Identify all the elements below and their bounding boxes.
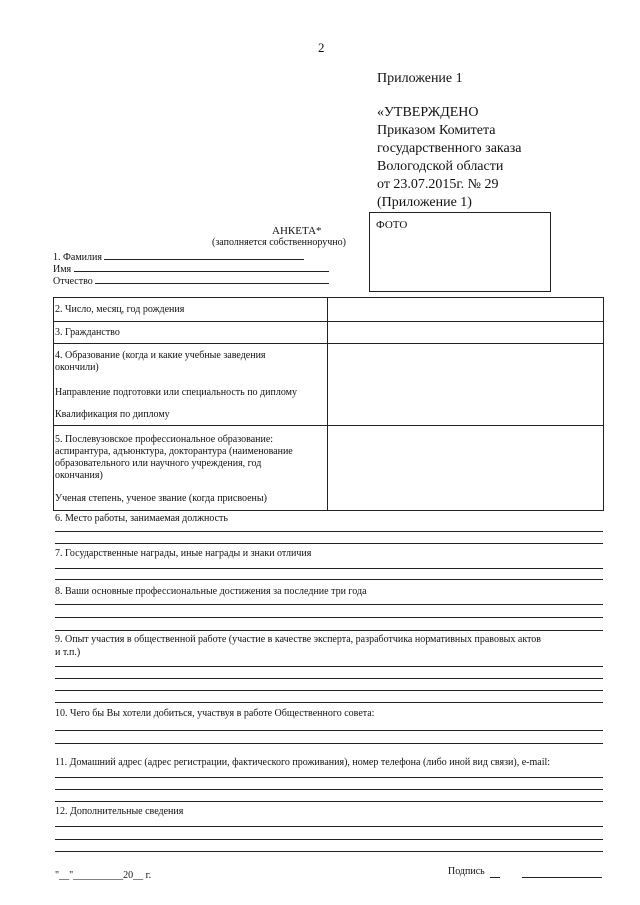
table-border-bottom: [53, 510, 604, 511]
question-10-answer-line[interactable]: [55, 730, 603, 731]
question-9-answer-line[interactable]: [55, 678, 603, 679]
question-12-label: 12. Дополнительные сведения: [55, 806, 184, 817]
appendix-label: Приложение 1: [377, 71, 463, 86]
question-6-answer-line[interactable]: [55, 531, 603, 532]
question-9-answer-line[interactable]: [55, 666, 603, 667]
question-8-label: 8. Ваши основные профессиональные достижения за последние три года: [55, 586, 367, 597]
row-education-line: окончили): [55, 362, 99, 373]
question-12-answer-line[interactable]: [55, 826, 603, 827]
row-postgraduate-line: образовательного или научного учреждения, год: [55, 458, 262, 469]
table-column-divider: [327, 297, 328, 510]
question-7-answer-line[interactable]: [55, 579, 603, 580]
signature-line[interactable]: [522, 877, 602, 878]
first-name-label: Имя: [53, 264, 72, 275]
table-divider: [53, 321, 604, 322]
question-12-answer-line[interactable]: [55, 851, 603, 852]
table-divider: [53, 425, 604, 426]
question-8-answer-line[interactable]: [55, 617, 603, 618]
row-education-direction: Направление подготовки или специальность по диплому: [55, 387, 297, 398]
photo-box[interactable]: [369, 212, 551, 292]
date-field[interactable]: "__"__________20__ г.: [55, 870, 152, 881]
question-9-label-cont: и т.п.): [55, 647, 81, 658]
approval-line: Приказом Комитета: [377, 123, 496, 138]
question-7-answer-line[interactable]: [55, 568, 603, 569]
surname-line: [104, 250, 304, 260]
signature-label: Подпись: [448, 866, 485, 877]
row-education-qualification: Квалификация по диплому: [55, 409, 170, 420]
row-birth-date-answer[interactable]: [329, 299, 601, 320]
patronymic-label: Отчество: [53, 276, 93, 287]
patronymic-field[interactable]: [53, 274, 329, 287]
row-postgraduate-label: [55, 434, 293, 482]
question-11-answer-line[interactable]: [55, 801, 603, 802]
patronymic-line: [95, 274, 329, 284]
question-7-label: 7. Государственные награды, иные награды и знаки отличия: [55, 548, 312, 559]
signature-dash: [490, 877, 500, 878]
question-6-label: 6. Место работы, занимаемая должность: [55, 513, 228, 524]
page-number: 2: [318, 40, 325, 55]
surname-label: 1. Фамилия: [53, 252, 102, 263]
row-postgraduate-line: 5. Послевузовское профессиональное образование:: [55, 434, 274, 445]
question-8-answer-line[interactable]: [55, 630, 603, 631]
approval-line: «УТВЕРЖДЕНО: [377, 105, 479, 120]
question-12-answer-line[interactable]: [55, 839, 603, 840]
row-citizenship-answer[interactable]: [329, 323, 601, 342]
question-10-answer-line[interactable]: [55, 743, 603, 744]
question-11-label: 11. Домашний адрес (адрес регистрации, фактического проживания), номер телефона (либо иной вид связи), e-mail:: [55, 757, 551, 768]
question-11-answer-line[interactable]: [55, 789, 603, 790]
table-border-right: [603, 297, 604, 510]
row-citizenship-label: 3. Гражданство: [55, 327, 120, 338]
question-8-answer-line[interactable]: [55, 604, 603, 605]
approval-line: (Приложение 1): [377, 195, 472, 210]
table-border-top: [53, 297, 604, 298]
table-divider: [53, 343, 604, 344]
question-9-label: 9. Опыт участия в общественной работе (участие в качестве эксперта, разработчика нормативных правовых актов: [55, 634, 542, 645]
approval-line: Вологодской области: [377, 159, 504, 174]
row-education-line: 4. Образование (когда и какие учебные заведения: [55, 350, 266, 361]
question-9-answer-line[interactable]: [55, 690, 603, 691]
row-education-label: [55, 350, 266, 374]
row-birth-date-label: 2. Число, месяц, год рождения: [55, 304, 185, 315]
approval-block: [377, 104, 521, 212]
question-11-answer-line[interactable]: [55, 777, 603, 778]
form-subtitle: (заполняется собственноручно): [212, 237, 346, 248]
table-border-left: [53, 297, 54, 510]
approval-line: государственного заказа: [377, 141, 522, 156]
question-9-answer-line[interactable]: [55, 702, 603, 703]
question-10-label: 10. Чего бы Вы хотели добиться, участвуя в работе Общественного совета:: [55, 708, 375, 719]
row-education-answer[interactable]: [329, 345, 601, 424]
form-title: АНКЕТА*: [272, 225, 322, 237]
photo-label: ФОТО: [376, 219, 408, 231]
row-postgraduate-line: аспирантура, адъюнктура, докторантура (наименование: [55, 446, 293, 457]
row-postgraduate-answer[interactable]: [329, 427, 601, 509]
question-6-answer-line[interactable]: [55, 543, 603, 544]
first-name-line: [74, 262, 329, 272]
row-postgraduate-line: окончания): [55, 470, 103, 481]
approval-line: от 23.07.2015г. № 29: [377, 177, 499, 192]
row-degree-label: Ученая степень, ученое звание (когда присвоены): [55, 493, 267, 504]
